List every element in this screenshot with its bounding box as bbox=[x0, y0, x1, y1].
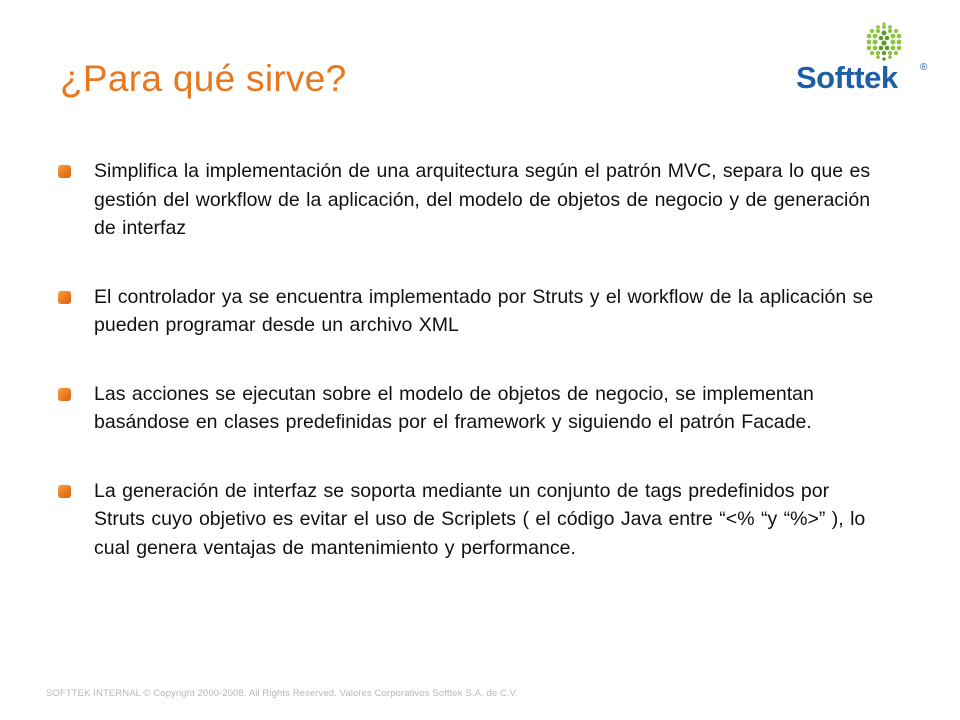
bullet-marker-icon bbox=[58, 485, 71, 498]
footer-copyright: SOFTTEK INTERNAL © Copyright 2000-2008. All Rights Reserved. Valores Corporativos Softtek S.A. de C.V. bbox=[46, 688, 518, 699]
bullet-list bbox=[58, 157, 878, 562]
bullet-text: La generación de interfaz se soporta mediante un conjunto de tags predefinidos por Struts cuyo objetivo es evitar el uso de Scriplets ( el código Java entre “<% “y “%>” ), lo cual genera ventajas de mantenimiento y performance. bbox=[94, 479, 866, 559]
slide-title: ¿Para qué sirve? bbox=[60, 58, 347, 99]
bullet-text: El controlador ya se encuentra implementado por Struts y el workflow de la aplicación se pueden programar desde un archivo XML bbox=[94, 285, 874, 336]
bullet-item-4 bbox=[58, 477, 878, 563]
softtek-logo bbox=[796, 22, 936, 98]
softtek-logo-dots-icon bbox=[862, 22, 906, 62]
bullet-marker-icon bbox=[58, 291, 71, 304]
bullet-item-1 bbox=[58, 157, 878, 243]
bullet-text: Las acciones se ejecutan sobre el modelo de objetos de negocio, se implementan basándose en clases predefinidas por el framework y siguiendo el patrón Facade. bbox=[94, 382, 814, 433]
bullet-item-3 bbox=[58, 380, 878, 437]
softtek-logo-text: Softtek bbox=[796, 60, 898, 95]
bullet-marker-icon bbox=[58, 388, 71, 401]
bullet-text: Simplifica la implementación de una arquitectura según el patrón MVC, separa lo que es gestión del workflow de la aplicación, del modelo de objetos de negocio y de generación de interfaz bbox=[94, 160, 871, 239]
bullet-item-2 bbox=[58, 283, 878, 340]
bullet-marker-icon bbox=[58, 165, 71, 178]
registered-mark: ® bbox=[920, 62, 928, 73]
